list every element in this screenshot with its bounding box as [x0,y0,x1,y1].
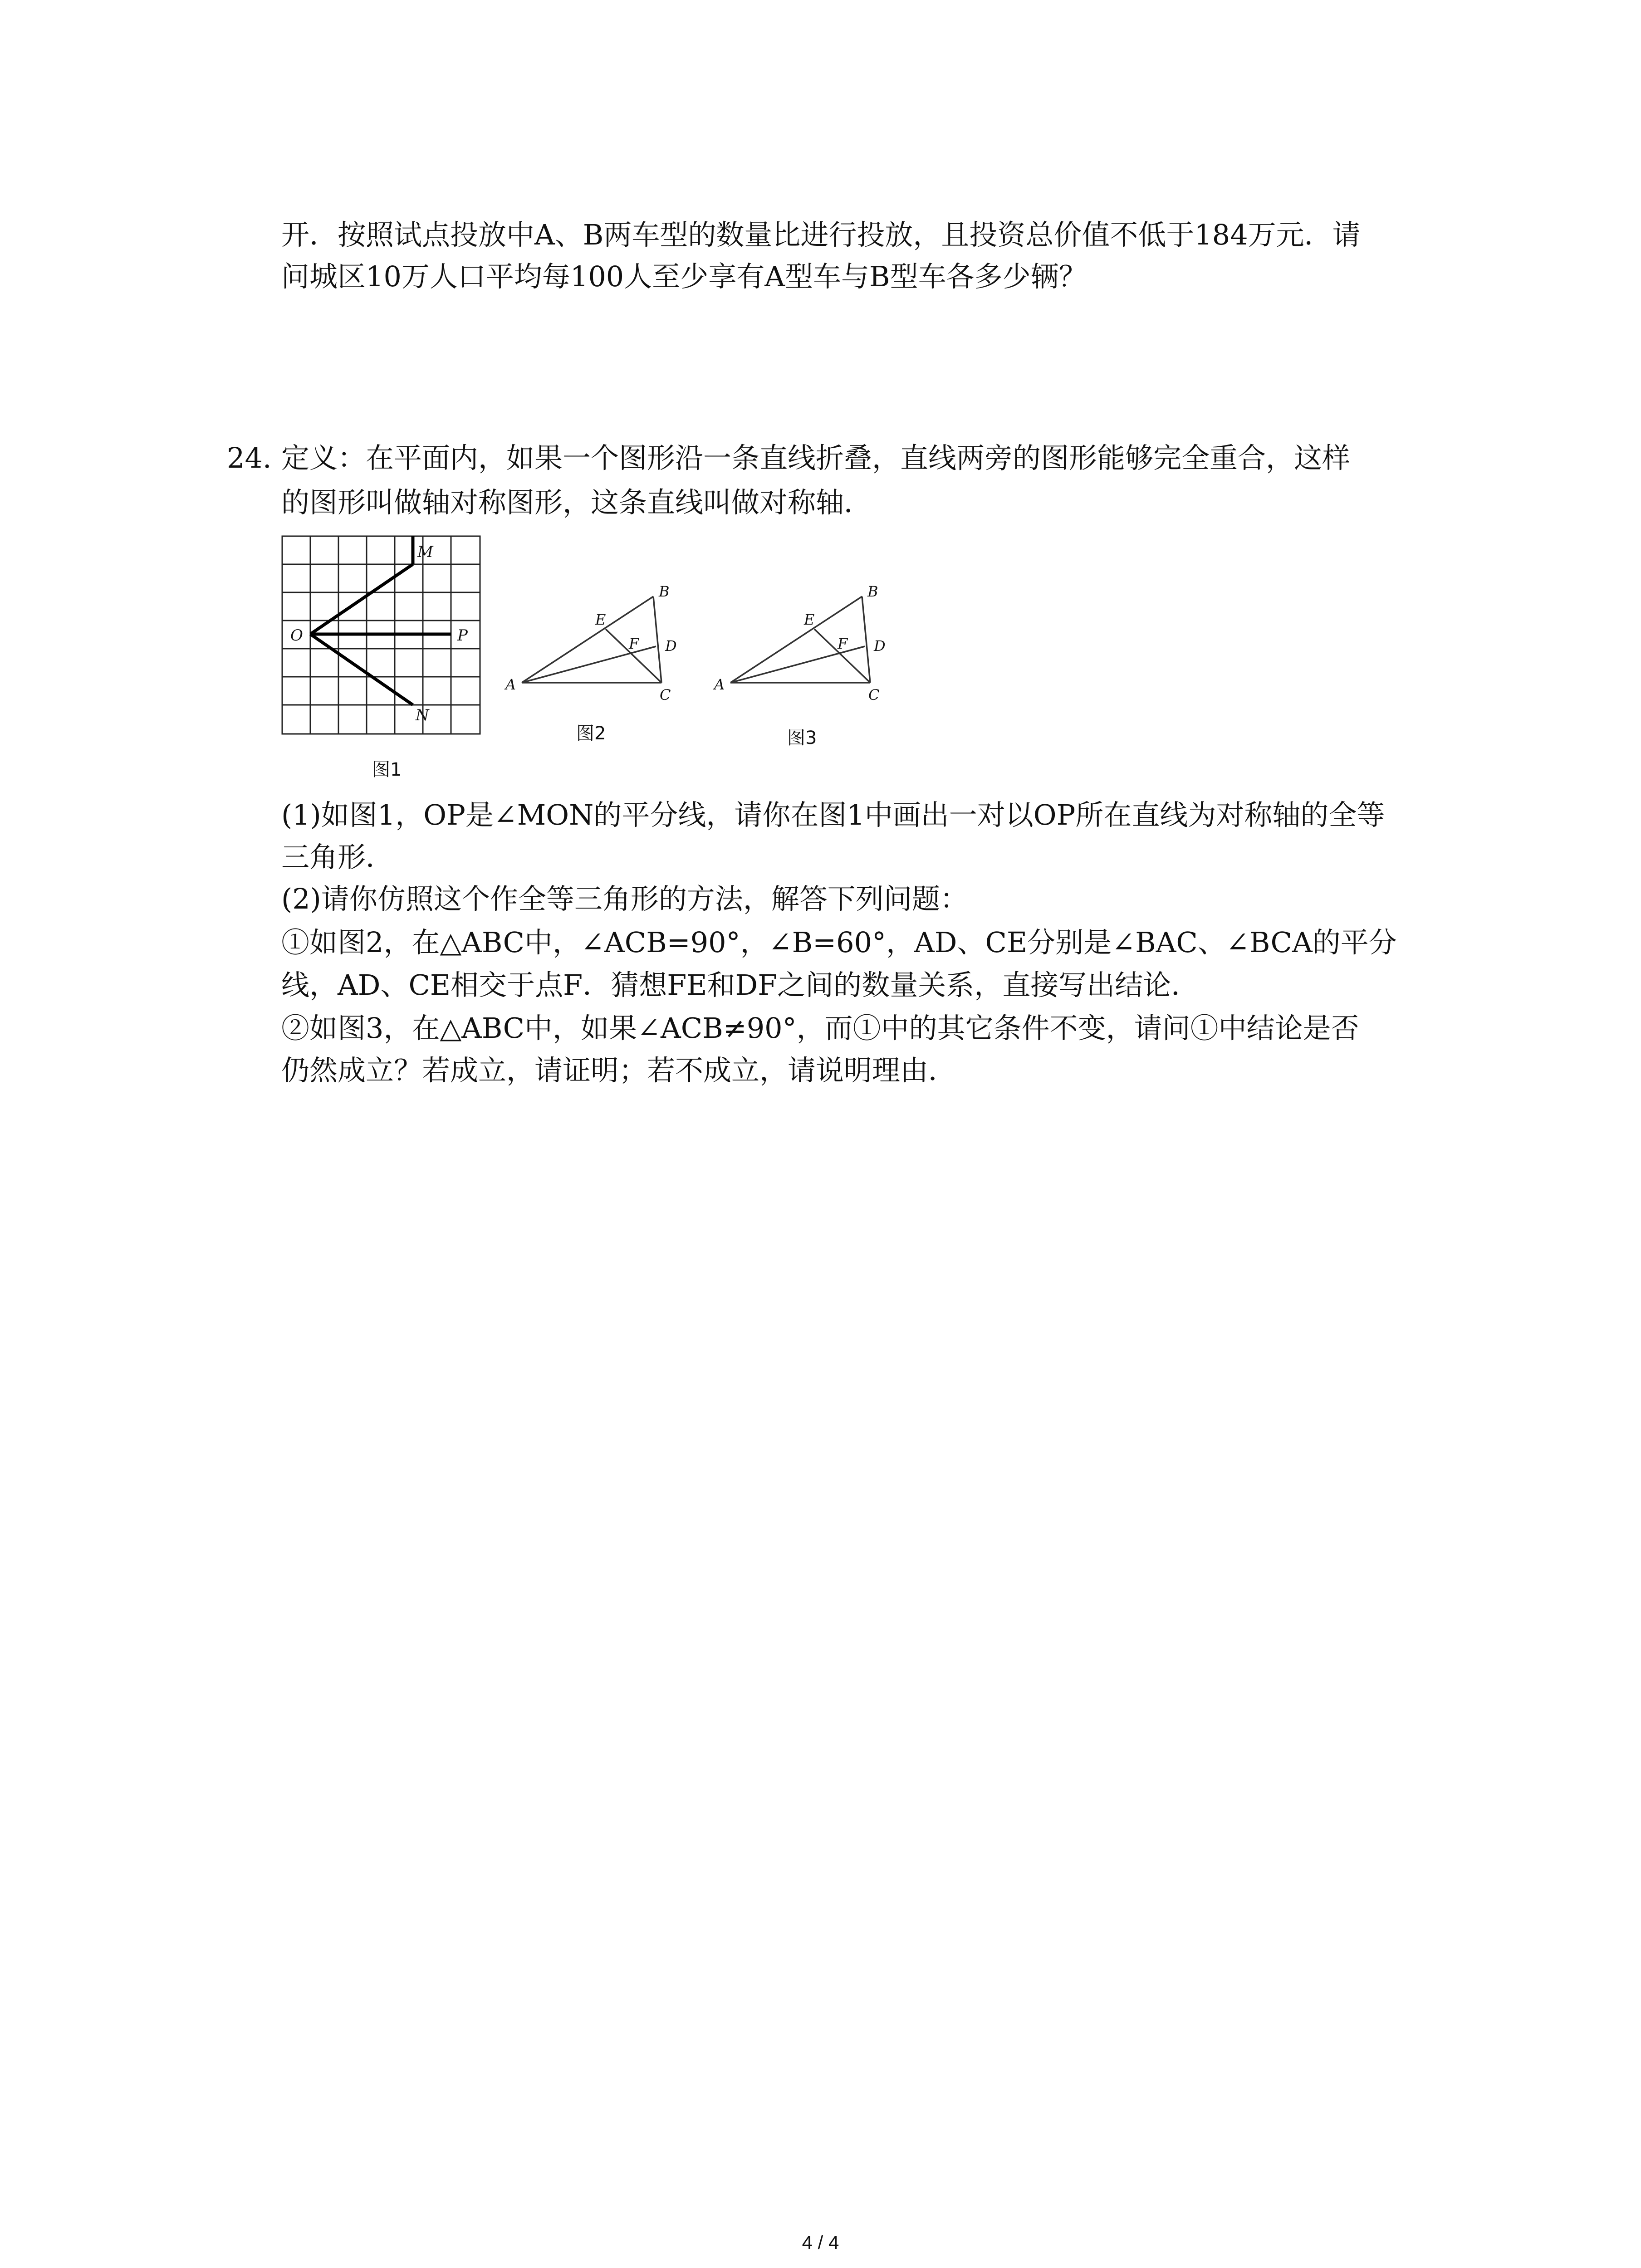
label-n: N [416,706,429,724]
ray-on [310,634,413,705]
q23-line-2: 问城区10万人口平均每100人至少享有A型车与B型车各多少辆？ [281,260,1087,293]
figure-1 [281,535,485,735]
q23-line-1: 开．按照试点投放中A、B两车型的数量比进行投放，且投资总价值不低于184万元．请 [281,218,1361,251]
part-1-line-1: (1)如图1，OP是∠MON的平分线，请你在图1中画出一对以OP所在直线为对称轴的全等 [281,798,1385,831]
label-f: F [838,635,848,652]
label-o: O [290,626,303,645]
label-c: C [868,686,880,704]
label-e: E [804,611,815,628]
page-number: 4 / 4 [802,2232,839,2253]
label-f: F [629,635,639,652]
figure-2 [504,578,703,705]
label-b: B [659,583,670,600]
figure-3-caption: 图3 [787,728,817,748]
question-number: 24. [227,441,272,474]
part-2-intro: (2)请你仿照这个作全等三角形的方法，解答下列问题： [281,882,968,915]
q24-definition-line-1: 定义：在平面内，如果一个图形沿一条直线折叠，直线两旁的图形能够完全重合，这样 [281,441,1351,474]
label-d: D [874,637,886,655]
part-2a-line-2: 线，AD、CE相交于点F．猜想FE和DF之间的数量关系，直接写出结论． [281,968,1200,1002]
label-c: C [660,686,671,704]
ray-om [310,564,413,634]
part-2b-line-2: 仍然成立？若成立，请证明；若不成立，请说明理由． [281,1054,957,1087]
part-2b-line-1: ②如图3，在△ABC中，如果∠ACB≠90°，而①中的其它条件不变，请问①中结论是否 [281,1012,1359,1045]
label-a: A [714,676,725,693]
label-d: D [665,637,677,655]
label-p: P [457,626,468,645]
label-e: E [595,611,606,628]
figure-3 [712,578,912,705]
part-1-line-2: 三角形． [281,841,394,874]
figure-2-caption: 图2 [576,723,606,744]
figure-1-caption: 图1 [372,759,402,780]
label-m: M [417,543,433,561]
label-a: A [505,676,516,693]
part-2a-line-1: ①如图2，在△ABC中，∠ACB=90°，∠B=60°，AD、CE分别是∠BAC、∠BCA的平分 [281,926,1397,959]
label-b: B [867,583,878,600]
q24-definition-line-2: 的图形叫做轴对称图形，这条直线叫做对称轴． [281,486,872,519]
